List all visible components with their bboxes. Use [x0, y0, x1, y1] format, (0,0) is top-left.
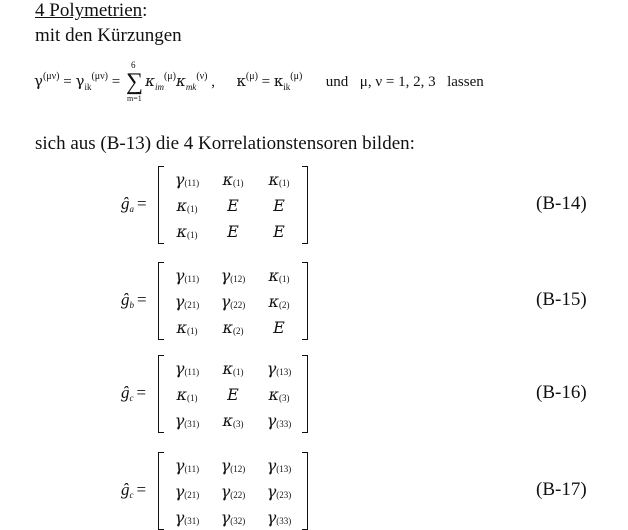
equals-sign: = [137, 290, 147, 309]
cell-symbol: κ [268, 169, 279, 189]
matrix-cell [256, 218, 302, 244]
matrix-cell [256, 478, 302, 504]
matrix [158, 355, 308, 433]
sum-symbol: ∑ 6 m=1 [125, 60, 144, 103]
equation-number: (B-15) [536, 289, 587, 310]
cell-index: (1) [187, 230, 198, 240]
cell-symbol: E [273, 195, 285, 215]
kappa-ik-symbol: κ [273, 72, 284, 90]
matrix-cell [164, 452, 210, 478]
matrix-cell [210, 218, 256, 244]
cell-index: (2) [279, 300, 290, 310]
index-range: μ, ν = 1, 2, 3 [359, 74, 436, 90]
matrix-cell [164, 504, 210, 530]
matrix-cell [210, 407, 256, 433]
cell-symbol: κ [268, 384, 279, 404]
cell-symbol: κ [222, 169, 233, 189]
matrix-cell [256, 504, 302, 530]
cell-index: (3) [279, 393, 290, 403]
cell-index: (32) [230, 516, 246, 526]
cell-symbol: κ [222, 358, 233, 378]
matrix-cell [164, 192, 210, 218]
matrix-cell [210, 166, 256, 192]
matrix-cell [164, 478, 210, 504]
matrix [158, 452, 308, 530]
cell-symbol: κ [176, 221, 187, 241]
cell-symbol: κ [176, 195, 187, 215]
cell-index: (12) [230, 274, 246, 284]
matrix-cell [256, 407, 302, 433]
matrix-cell [164, 166, 210, 192]
matrix-cell [256, 262, 302, 288]
cell-index: (1) [279, 274, 290, 284]
matrix-cell [210, 504, 256, 530]
equals-sign-3: = [257, 74, 274, 90]
equals-sign: = [136, 480, 147, 499]
kappa-symbol: κ [236, 72, 246, 90]
cell-symbol: γ [174, 481, 185, 501]
tensor-symbol [121, 480, 146, 500]
tensor-letter: ĝ [121, 480, 130, 499]
equals-sign-1: = [59, 74, 76, 90]
cell-index: (3) [233, 419, 244, 429]
definition-formula [34, 60, 484, 103]
matrix-cell [256, 381, 302, 407]
cell-index: (31) [184, 516, 200, 526]
cell-index: (12) [230, 464, 246, 474]
tensor-symbol [121, 383, 146, 403]
kappa-ik-subscript: ik [283, 82, 291, 92]
kappa-mk-symbol: κ [175, 72, 186, 90]
tensor-symbol [121, 290, 147, 310]
equals-sign-2: = [108, 74, 124, 90]
gamma-ik-subscript: ik [84, 82, 92, 92]
matrix-cell [164, 407, 210, 433]
cell-symbol: γ [174, 410, 185, 430]
matrix-cell [164, 218, 210, 244]
cell-index: (2) [233, 326, 244, 336]
tensor-subscript: b [129, 300, 134, 310]
cell-symbol: κ [268, 291, 279, 311]
sum-upper-limit: 6 [130, 60, 136, 70]
tensor-letter: ĝ [121, 383, 130, 402]
tensor-symbol [121, 194, 147, 214]
matrix-cell [164, 288, 210, 314]
gamma-superscript: (μν) [42, 71, 60, 82]
cell-index: (23) [276, 490, 292, 500]
cell-index: (13) [276, 367, 292, 377]
cell-symbol: γ [174, 291, 185, 311]
gamma-ik-superscript: (μν) [91, 71, 109, 82]
cell-symbol: E [227, 195, 239, 215]
cell-symbol: γ [174, 265, 185, 285]
matrix-cell [164, 381, 210, 407]
tensor-letter: ĝ [121, 290, 130, 309]
matrix-cell [210, 192, 256, 218]
cell-index: (13) [276, 464, 292, 474]
matrix-cell [210, 262, 256, 288]
cell-symbol: E [227, 221, 239, 241]
matrix [158, 166, 308, 244]
cell-index: (1) [187, 204, 198, 214]
cell-symbol: γ [220, 481, 231, 501]
matrix-cell [210, 452, 256, 478]
cell-symbol: γ [220, 265, 231, 285]
matrix-cell [256, 192, 302, 218]
cell-symbol: γ [174, 507, 185, 527]
cell-symbol: κ [222, 317, 233, 337]
equation-number: (B-16) [536, 382, 587, 403]
matrix-cell [210, 355, 256, 381]
cell-symbol: κ [222, 410, 233, 430]
cell-index: (31) [184, 419, 200, 429]
cell-symbol: E [273, 221, 285, 241]
cell-index: (1) [187, 393, 198, 403]
kappa-im-symbol: κ [145, 72, 155, 90]
cell-index: (33) [276, 516, 292, 526]
cell-symbol: κ [176, 317, 187, 337]
cell-index: (1) [233, 178, 244, 188]
matrix-cell [164, 355, 210, 381]
matrix-cell [210, 314, 256, 340]
cell-symbol: γ [266, 481, 277, 501]
kappa-mk-subscript: mk [185, 82, 197, 92]
matrix-cell [164, 262, 210, 288]
kappa-im-subscript: im [154, 82, 164, 92]
cell-index: (22) [230, 300, 246, 310]
cell-symbol: κ [268, 265, 279, 285]
cell-symbol: κ [176, 384, 187, 404]
section-heading [35, 0, 147, 22]
sum-lower-limit: m=1 [126, 94, 142, 103]
cell-symbol: γ [266, 455, 277, 475]
equation-number: (B-17) [536, 479, 587, 500]
cell-index: (11) [184, 178, 200, 188]
section-heading-number: 4 Polymetrien [35, 0, 143, 21]
gamma-symbol: γ [34, 72, 43, 90]
comma: , [207, 74, 215, 90]
tensor-subscript: c [129, 393, 134, 403]
cell-symbol: E [273, 317, 285, 337]
kappa-mk-superscript: (ν) [196, 71, 208, 82]
tensor-subscript: a [129, 204, 134, 214]
cell-index: (21) [184, 300, 200, 310]
matrix-cell [256, 314, 302, 340]
und-word: und [325, 74, 349, 90]
cell-symbol: γ [266, 358, 277, 378]
section-heading-colon: : [142, 0, 148, 21]
lassen-word: lassen [447, 74, 484, 90]
tensor-subscript: c [129, 490, 134, 500]
matrix-cell [164, 314, 210, 340]
matrix [158, 262, 308, 340]
kappa-superscript: (μ) [245, 71, 258, 82]
cell-symbol: γ [174, 455, 185, 475]
equals-sign: = [137, 194, 147, 213]
gamma-ik-symbol: γ [75, 72, 85, 90]
tensor-letter: ĝ [121, 194, 130, 213]
cell-symbol: γ [266, 507, 277, 527]
cell-symbol: E [227, 384, 239, 404]
tensor-intro-line: sich aus (B-13) die 4 Korrelationstensoren bilden: [35, 133, 415, 154]
cell-index: (22) [230, 490, 246, 500]
matrix-cell [256, 166, 302, 192]
kappa-im-superscript: (μ) [163, 71, 176, 82]
matrix-cell [210, 478, 256, 504]
cell-symbol: γ [220, 291, 231, 311]
cell-index: (11) [184, 367, 200, 377]
matrix-cell [256, 355, 302, 381]
matrix-cell [256, 288, 302, 314]
cell-symbol: γ [220, 507, 231, 527]
cell-index: (11) [184, 464, 200, 474]
cell-symbol: γ [174, 169, 185, 189]
cell-symbol: γ [220, 455, 231, 475]
cell-symbol: γ [174, 358, 185, 378]
matrix-cell [256, 452, 302, 478]
equation-number: (B-14) [536, 193, 587, 214]
equals-sign: = [136, 383, 147, 402]
cell-index: (1) [187, 326, 198, 336]
cell-index: (11) [184, 274, 200, 284]
cell-symbol: γ [266, 410, 277, 430]
cell-index: (1) [233, 367, 244, 377]
matrix-cell [210, 288, 256, 314]
cell-index: (21) [184, 490, 200, 500]
cell-index: (1) [279, 178, 290, 188]
cell-index: (33) [276, 419, 292, 429]
intro-line: mit den Kürzungen [35, 25, 182, 46]
matrix-cell [210, 381, 256, 407]
kappa-ik-superscript: (μ) [290, 71, 303, 82]
